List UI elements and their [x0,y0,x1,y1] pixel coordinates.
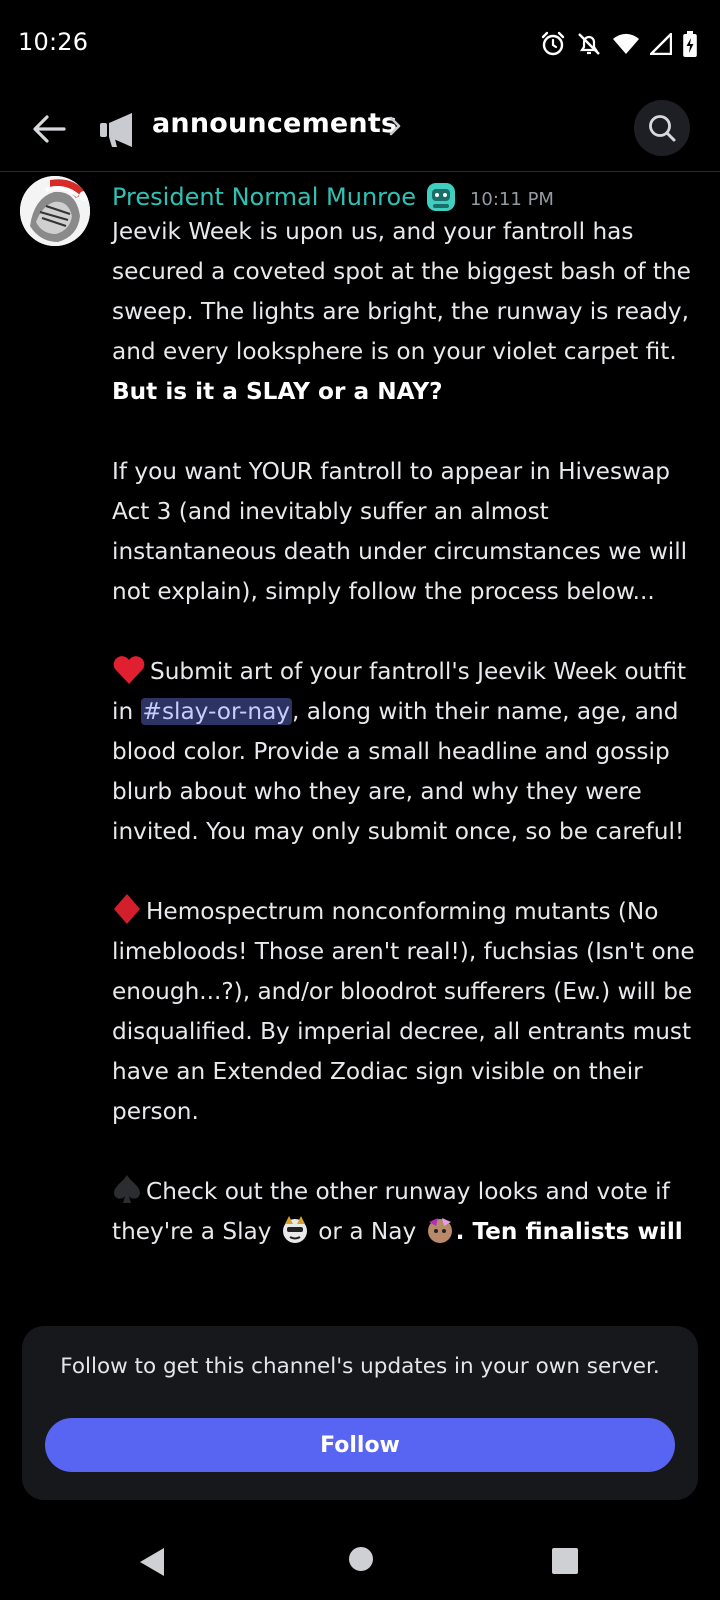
paragraph-text: If you want YOUR fantroll to appear in Hiveswap Act 3 (and inevitably suffer an almost instantaneous death under circumstances we will not explain), simply follow the process below... [112,458,688,605]
nav-back-icon[interactable] [138,1546,166,1578]
channel-mention-link[interactable]: #slay-or-nay [142,698,291,725]
alarm-icon [540,31,566,57]
arrow-left-icon [32,114,66,144]
battery-charging-icon [682,30,698,58]
chevron-right-icon[interactable] [384,112,408,142]
author-row [112,180,554,214]
paragraph-text: , along with their name, age, and blood color. Provide a small headline and gossip blurb about who they are, and why they were invited. You may only submit once, so be careful! [112,698,685,845]
spade-icon [112,1173,142,1205]
message-paragraph [112,1172,702,1252]
message-paragraph [112,892,702,1132]
nav-home-icon[interactable] [348,1546,374,1572]
message-paragraph [112,212,702,412]
diamond-icon [112,893,142,925]
paragraph-bold-text: . Ten finalists will [455,1218,683,1245]
search-icon [647,113,677,143]
follow-prompt-text: Follow to get this channel's updates in your own server. [60,1354,660,1379]
signal-icon [650,33,672,55]
paragraph-text: Submit art of your fantroll's Jeevik Week outfit in [112,658,687,725]
author-avatar-image [20,176,90,246]
paragraph-text: Check out the other runway looks and vote if they're a Slay [112,1178,670,1245]
megaphone-icon [98,110,138,150]
search-button[interactable] [634,100,690,156]
paragraph-bold-text: But is it a SLAY or a NAY? [112,378,443,405]
avatar[interactable] [20,176,90,246]
heart-icon [112,655,146,685]
message [0,172,720,1332]
nav-recents-icon[interactable] [552,1548,578,1574]
bell-off-icon [576,31,602,57]
follow-button[interactable]: Follow [45,1418,675,1472]
follow-card [22,1326,698,1500]
paragraph-text: Jeevik Week is upon us, and your fantroll has secured a coveted spot at the biggest bash of the sweep. The lights are bright, the runway is ready, and every looksphere is on your violet carpet fit. [112,218,691,365]
status-bar [0,0,720,88]
paragraph-text: Hemospectrum nonconforming mutants (No limebloods! Those aren't real!), fuchsias (Isn't one enough...?), and/or bloodrot sufferers (Ew.) will be disqualified. By imperial decree, all entrants must have an Extended Zodiac sign visible on their person. [112,898,695,1125]
paragraph-text: or a Nay [310,1218,417,1245]
slay-emoji-icon [279,1214,311,1244]
author-name[interactable]: President Normal Munroe [112,183,416,211]
message-content [112,212,702,1292]
system-nav-bar [0,1520,720,1600]
back-button[interactable] [26,106,72,152]
wifi-icon [612,32,640,56]
channel-header [0,92,720,172]
message-timestamp: 10:11 PM [469,188,554,210]
message-paragraph [112,452,702,612]
status-icons [540,30,698,58]
status-time: 10:26 [18,28,89,56]
bot-badge-icon [424,180,458,214]
message-paragraph [112,652,702,852]
nay-emoji-icon [424,1214,456,1244]
channel-name[interactable]: announcements [152,108,398,139]
